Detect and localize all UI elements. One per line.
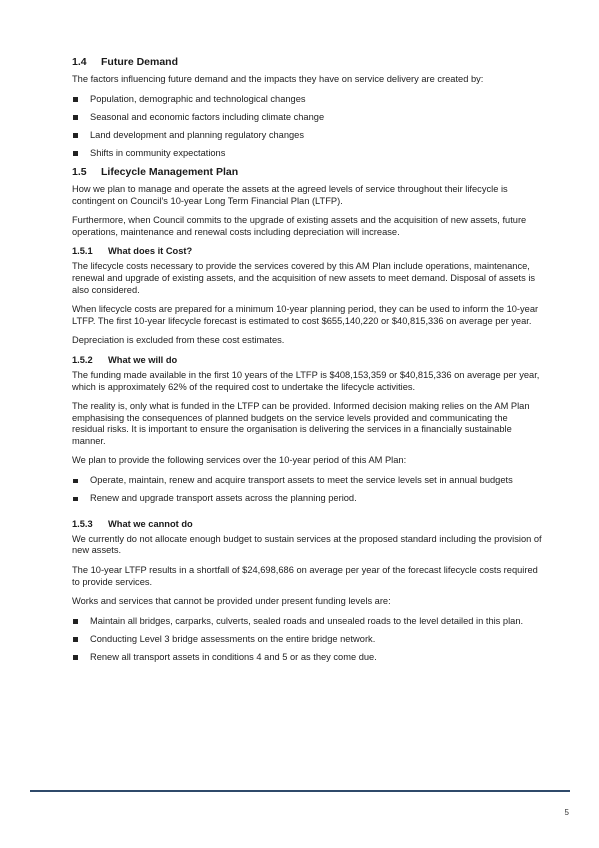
future-demand-intro: The factors influencing future demand and the impacts they have on service delivery are created by:: [72, 74, 484, 84]
subsection-heading-what-we-will-do: [72, 355, 542, 365]
section-title: Future Demand: [101, 56, 179, 68]
paragraph: We plan to provide the following services over the 10-year period of this AM Plan:: [72, 455, 407, 466]
section-number: 1.5: [72, 165, 87, 178]
subsection-number: 1.5.2: [72, 354, 93, 365]
paragraph: The funding made available in the first 10 years of the LTFP is $408,153,359 or $40,815,336 on average per year, which is approximately 62% of the required cost to undertake the lifecycle activities.: [72, 369, 540, 392]
cannot-do-list: [72, 616, 542, 664]
list-item: Operate, maintain, renew and acquire transport assets to meet the service levels set in annual budgets: [72, 475, 542, 487]
paragraph: The lifecycle costs necessary to provide the services covered by this AM Plan include operations, maintenance, renewal and upgrade of existing assets, and the acquisition of new assets to meet demand. Disposal of assets is also considered.: [72, 261, 536, 295]
will-do-list: [72, 475, 542, 505]
document-page: [72, 56, 542, 670]
subsection-title: What does it Cost?: [108, 246, 193, 257]
section-heading-future-demand: [72, 56, 542, 68]
list-item: Renew and upgrade transport assets across the planning period.: [72, 493, 542, 505]
paragraph: Furthermore, when Council commits to the upgrade of existing assets and the acquisition of new assets, future operations, maintenance and renewal costs including depreciation will increase.: [72, 215, 527, 237]
subsection-title: What we cannot do: [108, 518, 193, 529]
list-item: Population, demographic and technological changes: [72, 94, 542, 106]
paragraph: How we plan to manage and operate the assets at the agreed levels of service throughout their lifecycle is contingent on Council’s 10-year Long Term Financial Plan (LTFP).: [72, 183, 508, 206]
paragraph: The reality is, only what is funded in the LTFP can be provided. Informed decision making relies on the AM Plan emphasising the consequences of planned budgets on the service levels provided and communicating the residual risks. It is important to ensure the organisation is delivering the services in a financially sustainable manner.: [72, 401, 530, 446]
section-heading-lifecycle-plan: [72, 166, 542, 178]
list-item: Land development and planning regulatory changes: [72, 130, 542, 142]
subsection-title: What we will do: [108, 354, 178, 365]
list-item: Seasonal and economic factors including climate change: [72, 112, 542, 124]
list-item: Maintain all bridges, carparks, culverts, sealed roads and unsealed roads to the level detailed in this plan.: [72, 616, 542, 628]
list-item: Shifts in community expectations: [72, 148, 542, 160]
subsection-heading-what-we-cannot-do: [72, 519, 542, 529]
subsection-number: 1.5.1: [72, 246, 93, 257]
section-number: 1.4: [72, 56, 87, 68]
subsection-number: 1.5.3: [72, 518, 93, 529]
paragraph: Works and services that cannot be provided under present funding levels are:: [72, 596, 391, 607]
subsection-heading-what-does-it-cost: [72, 246, 542, 256]
paragraph: Depreciation is excluded from these cost estimates.: [72, 335, 285, 346]
list-item: Conducting Level 3 bridge assessments on the entire bridge network.: [72, 634, 542, 646]
page-number: 5: [564, 808, 569, 817]
list-item: Renew all transport assets in conditions 4 and 5 or as they come due.: [72, 652, 542, 664]
footer-divider: [30, 790, 570, 792]
paragraph: When lifecycle costs are prepared for a minimum 10-year planning period, they can be used to inform the 10-year LTFP. The first 10-year lifecycle forecast is estimated to cost $655,140,220 or $40,815,336 on average per year.: [72, 304, 539, 326]
paragraph: We currently do not allocate enough budget to sustain services at the proposed standard including the provision of new assets.: [72, 533, 542, 556]
future-demand-list: [72, 94, 542, 160]
section-title: Lifecycle Management Plan: [101, 165, 239, 178]
paragraph: The 10-year LTFP results in a shortfall of $24,698,686 on average per year of the forecast lifecycle costs required to provide services.: [72, 564, 538, 587]
